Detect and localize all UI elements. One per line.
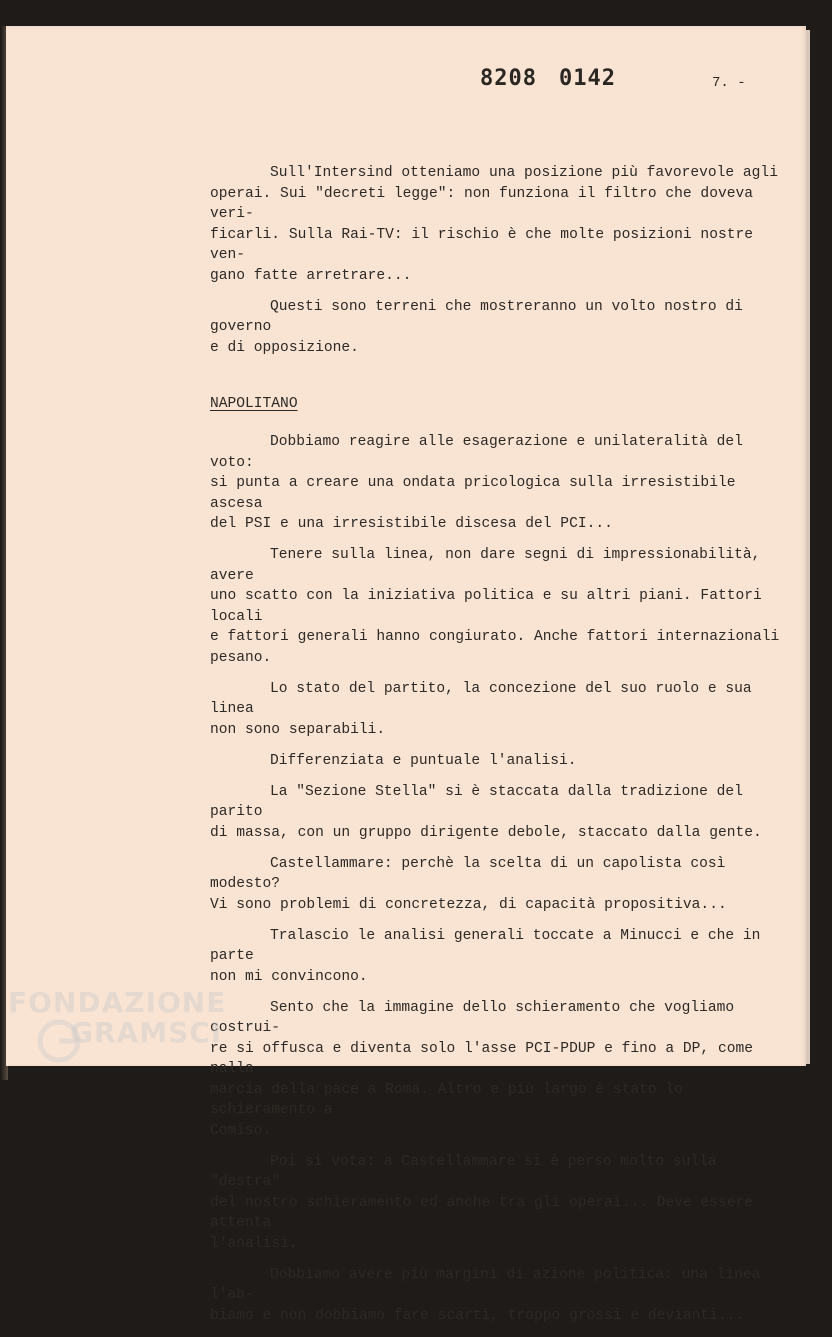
speaker-heading: NAPOLITANO — [210, 396, 298, 412]
paragraph: Sento che la immagine dello schieramento che vogliamo costrui- re si offusca e diventa solo l'asse PCI-PDUP e fino a DP, come nalla marcia della pace a Roma. Altro e più largo è stato lo schieramento a Comiso. — [210, 999, 753, 1139]
intro-text-block — [210, 163, 790, 369]
paragraph: Differenziata e puntuale l'analisi. — [270, 752, 577, 769]
paragraph: Dobbiamo avere più margini di azione politica: una linea l'ab- biamo e non dobbiamo fare scarti, troppo grossi e devianti... — [210, 1266, 761, 1324]
paragraph: Poi si vota: a Castellammare si è perso molto sulla "destra" del nostro schieramento ed anche tra gli operai... Deve essere attenta l'analisi. — [210, 1153, 753, 1252]
paragraph: Tralascio le analisi generali toccate a Minucci e che in parte non mi convincono. — [210, 927, 761, 985]
paragraph: La "Sezione Stella" si è staccata dalla tradizione del parito di massa, con un gruppo dirigente debole, staccato dalla gente. — [210, 783, 762, 841]
archive-stamp — [480, 66, 638, 91]
speech-text-block — [210, 432, 790, 1337]
paragraph: Dobbiamo reagire alle esagerazione e unilateralità del voto: si punta a creare una ondata pricologica sulla irresistibile ascesa del PSI e una irresistibile discesa del PCI... — [210, 434, 743, 532]
paragraph: Castellammare: perchè la scelta di un capolista così modesto? Vi sono problemi di concretezza, di capacità propositiva... — [210, 855, 727, 913]
paragraph: Sull'Intersind otteniamo una posizione più favorevole agli operai. Sui "decreti legge": non funziona il filtro che doveva veri- ficarli. Sulla Rai-TV: il rischio è che molte posizioni nostre ven- gano fatte arretrare... — [210, 165, 778, 284]
paragraph: Lo stato del partito, la concezione del suo ruolo e sua linea non sono separabili. — [210, 680, 752, 738]
watermark-line-1: FONDAZIONE — [8, 986, 227, 1019]
watermark-line-2: GRAMSCI — [70, 1016, 223, 1049]
page-number: 7. - — [712, 75, 746, 91]
page-edge — [806, 30, 810, 1064]
paragraph: Questi sono terreni che mostreranno un volto nostro di governo e di opposizione. — [210, 298, 743, 356]
fondazione-gramsci-watermark — [8, 988, 226, 1048]
archive-code-part-2: 0142 — [558, 66, 616, 91]
paragraph: Tenere sulla linea, non dare segni di impressionabilità, avere uno scatto con la iniziativa politica e su altri piani. Fattori locali e fattori generali hanno congiurato. Anche fattori internazionali pesano. — [210, 547, 780, 666]
archive-code-part-1: 8208 — [480, 66, 537, 91]
